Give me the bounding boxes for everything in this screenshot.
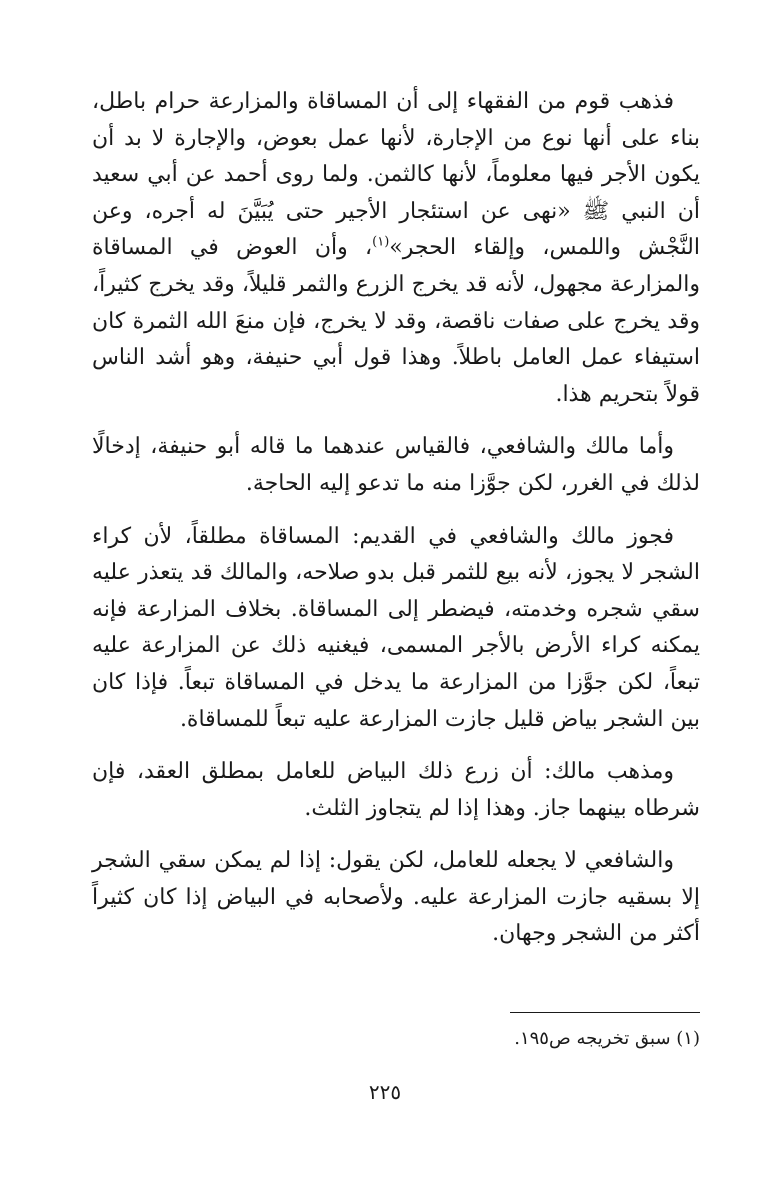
paragraph-4: ومذهب مالك: أن زرع ذلك البياض للعامل بمطلق العقد، فإن شرطاه بينهما جاز. وهذا إذا لم يتجاوز الثلث. <box>92 759 700 821</box>
paragraph-1 <box>92 84 700 413</box>
footnote: (١) سبق تخريجه ص١٩٥. <box>514 1028 700 1049</box>
paragraph-1-continuation: ، وأن العوض في المساقاة والمزارعة مجهول، لأنه قد يخرج الزرع والثمر قليلاً، وقد يخرج كثيراً، وقد يخرج على صفات ناقصة، وقد لا يخرج، فإن منعَ الله الثمرة كان استيفاء عمل العامل باطلاً. وهذا قول أبي حنيفة، وهو أشد الناس قولاً بتحريم هذا. <box>92 235 700 407</box>
paragraph-5: والشافعي لا يجعله للعامل، لكن يقول: إذا لم يمكن سقي الشجر إلا بسقيه جازت المزارعة عليه. ولأصحابه في البياض إذا كان كثيراً أكثر من الشجر وجهان. <box>92 848 700 947</box>
paragraph-2: وأما مالك والشافعي، فالقياس عندهما ما قاله أبو حنيفة، إدخالًا لذلك في الغرر، لكن جوَّزا منه ما تدعو إليه الحاجة. <box>92 434 700 496</box>
body-text <box>92 84 700 953</box>
footnote-reference: (١) <box>372 235 390 251</box>
paragraph-1-text: فذهب قوم من الفقهاء إلى أن المساقاة والمزارعة حرام باطل، بناء على أنها نوع من الإجارة، لأنها عمل بعوض، والإجارة لا بد أن يكون الأجر فيها معلوماً، لأنها كالثمن. ولما روى أحمد عن أبي سعيد أن النبي ﷺ «نهى عن استئجار الأجير حتى يُبَيَّنَ له أجره، وعن النَّجْش واللمس، وإلقاء الحجر» <box>92 89 700 261</box>
footnote-divider <box>510 1012 700 1013</box>
page-number: ٢٢٥ <box>368 1080 402 1104</box>
paragraph-3: فجوز مالك والشافعي في القديم: المساقاة مطلقاً، لأن كراء الشجر لا يجوز، لأنه بيع للثمر قبل بدو صلاحه، والمالك قد يتعذر عليه سقي شجره وخدمته، فيضطر إلى المساقاة. بخلاف المزارعة فإنه يمكنه كراء الأرض بالأجر المسمى، فيغنيه ذلك عن المزارعة عليه تبعاً، لكن جوَّزا من المزارعة ما يدخل في المساقاة تبعاً. فإذا كان بين الشجر بياض قليل جازت المزارعة عليه تبعاً للمساقاة. <box>92 523 700 732</box>
